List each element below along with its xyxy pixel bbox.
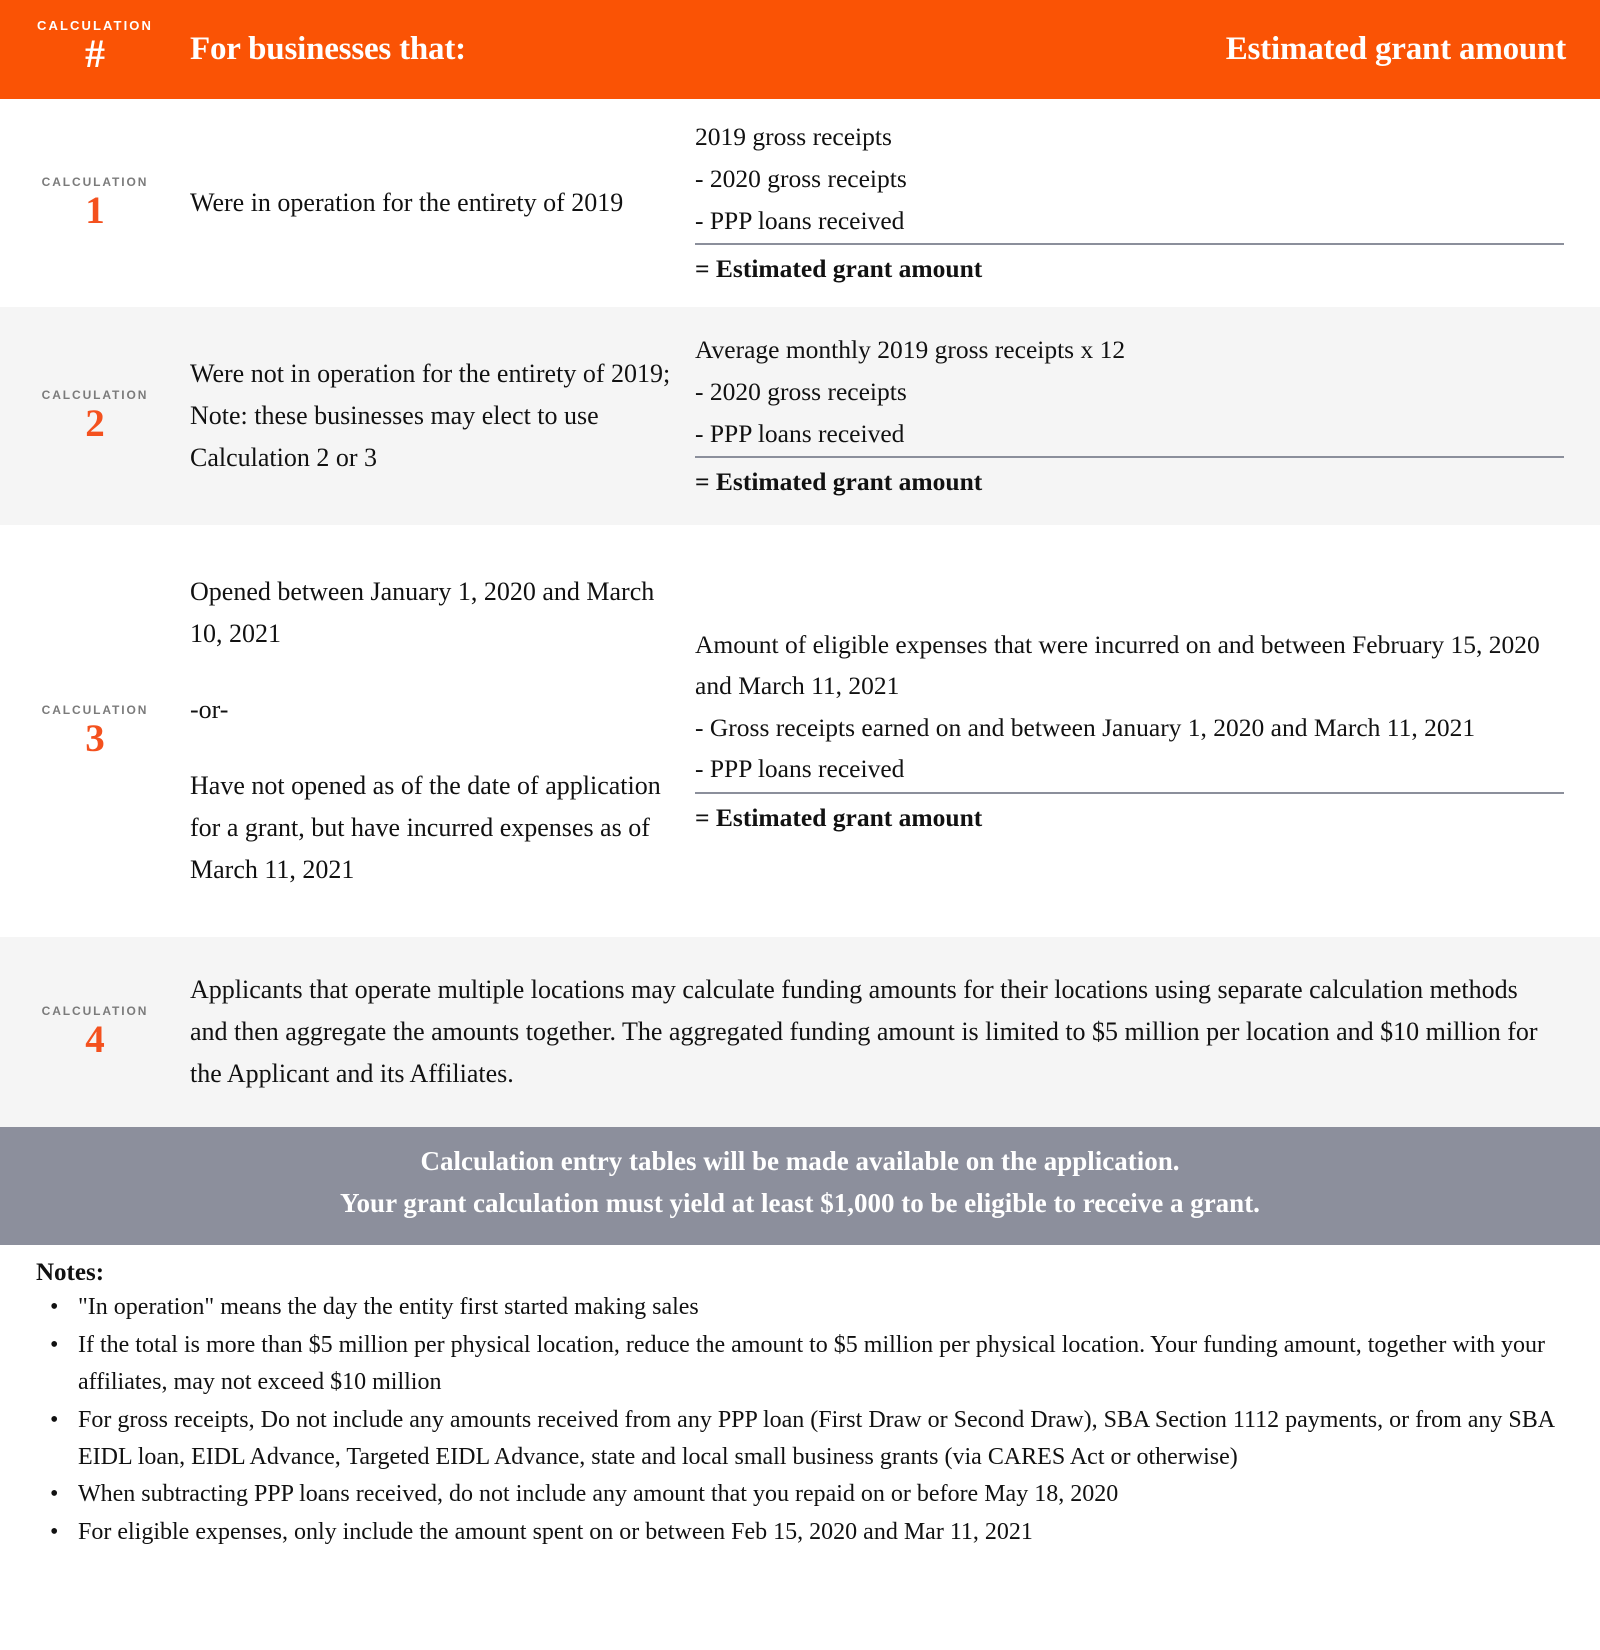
row-1-condition bbox=[190, 182, 695, 224]
notes-list bbox=[36, 1289, 1580, 1552]
notes-section bbox=[0, 1245, 1600, 1563]
row-2-formula-total: = Estimated grant amount bbox=[695, 467, 983, 497]
calculation-row-3 bbox=[0, 525, 1600, 937]
row-3-formula-line: - Gross receipts earned on and between January 1, 2020 and March 11, 2021 bbox=[695, 712, 1476, 742]
notes-list-item: • If the total is more than $5 million per physical location, reduce the amount to $5 million per physical location. Your funding amount, together with your affiliates, may not exceed $10 million bbox=[74, 1327, 1580, 1401]
row-4-description bbox=[190, 969, 1600, 1095]
row-2-formula bbox=[695, 329, 1600, 502]
notes-list-item: • "In operation" means the day the entity first started making sales bbox=[74, 1289, 1580, 1326]
row-3-condition-line: Have not opened as of the date of application for a grant, but have incurred expenses as of March 11, 2021 bbox=[190, 771, 661, 885]
row-1-formula-total: = Estimated grant amount bbox=[695, 254, 983, 284]
row-2-condition-line: Note: these businesses may elect to use Calculation 2 or 3 bbox=[190, 400, 599, 473]
header-column-businesses: For businesses that: bbox=[190, 31, 466, 67]
row-3-formula-line: - PPP loans received bbox=[695, 748, 1564, 794]
notes-list-item: • When subtracting PPP loans received, do not include any amount that you repaid on or before May 18, 2020 bbox=[74, 1476, 1580, 1513]
row-3-condition-or: -or- bbox=[190, 694, 229, 724]
header-column-grant-amount: Estimated grant amount bbox=[1225, 31, 1566, 67]
row-2-formula-line: - 2020 gross receipts bbox=[695, 376, 907, 406]
row-2-formula-line: Average monthly 2019 gross receipts x 12 bbox=[695, 335, 1126, 365]
header-calculation-label: CALCULATION bbox=[36, 18, 153, 33]
row-3-condition bbox=[190, 571, 695, 892]
calculation-row-4 bbox=[0, 937, 1600, 1127]
row-1-calculation-cell bbox=[0, 176, 190, 230]
hash-symbol-icon: # bbox=[85, 31, 105, 76]
row-3-calculation-label: CALCULATION bbox=[41, 703, 149, 717]
eligibility-banner bbox=[0, 1127, 1600, 1245]
row-4-calculation-number: 4 bbox=[85, 1018, 105, 1061]
row-2-condition bbox=[190, 353, 695, 479]
row-1-formula bbox=[695, 116, 1600, 289]
row-3-calculation-number: 3 bbox=[85, 717, 105, 760]
row-3-calculation-cell bbox=[0, 704, 190, 758]
row-1-formula-line: - 2020 gross receipts bbox=[695, 163, 907, 193]
row-2-calculation-cell bbox=[0, 389, 190, 443]
banner-line-2: Your grant calculation must yield at least $1,000 to be eligible to receive a grant. bbox=[340, 1187, 1260, 1218]
calculation-row-1 bbox=[0, 99, 1600, 307]
row-3-formula bbox=[695, 624, 1600, 839]
row-4-calculation-label: CALCULATION bbox=[41, 1004, 149, 1018]
row-2-calculation-number: 2 bbox=[85, 402, 105, 445]
notes-list-item: • For gross receipts, Do not include any amounts received from any PPP loan (First Draw or Second Draw), SBA Section 1112 payments, or from any SBA EIDL loan, EIDL Advance, Targeted EIDL Advance, state and local small business grants (via CARES Act or otherwise) bbox=[74, 1402, 1580, 1476]
table-header bbox=[0, 0, 1600, 99]
row-3-formula-total: = Estimated grant amount bbox=[695, 802, 983, 832]
row-1-calculation-label: CALCULATION bbox=[41, 175, 149, 189]
row-1-formula-line: - PPP loans received bbox=[695, 200, 1564, 246]
row-2-condition-line: Were not in operation for the entirety of 2019; bbox=[190, 358, 671, 388]
header-calculation-cell bbox=[0, 19, 190, 80]
calculation-row-2 bbox=[0, 307, 1600, 525]
row-2-calculation-label: CALCULATION bbox=[41, 388, 149, 402]
row-3-formula-line: Amount of eligible expenses that were incurred on and between February 15, 2020 and March 11, 2021 bbox=[695, 629, 1540, 701]
row-4-description-text: Applicants that operate multiple locations may calculate funding amounts for their locations using separate calculation methods and then aggregate the amounts together. The aggregated funding amount is limited to $5 million per location and $10 million for the Applicant and its Affiliates. bbox=[190, 974, 1538, 1089]
banner-line-1: Calculation entry tables will be made available on the application. bbox=[420, 1146, 1180, 1176]
notes-list-item: • For eligible expenses, only include the amount spent on or between Feb 15, 2020 and Mar 11, 2021 bbox=[74, 1514, 1580, 1551]
row-1-condition-line: Were in operation for the entirety of 2019 bbox=[190, 187, 624, 217]
row-1-formula-line: 2019 gross receipts bbox=[695, 122, 892, 152]
row-1-calculation-number: 1 bbox=[85, 189, 105, 232]
row-2-formula-line: - PPP loans received bbox=[695, 413, 1564, 459]
row-3-condition-line: Opened between January 1, 2020 and March 10, 2021 bbox=[190, 576, 655, 648]
notes-title: Notes: bbox=[36, 1258, 105, 1286]
row-4-calculation-cell bbox=[0, 1005, 190, 1059]
